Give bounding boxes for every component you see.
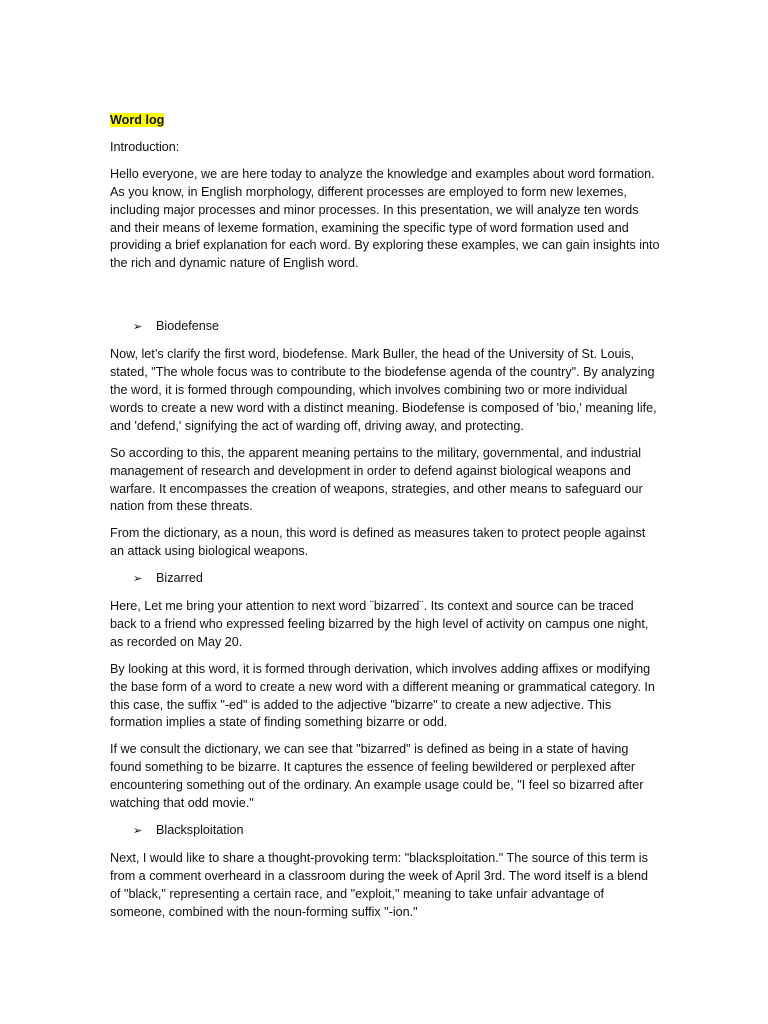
- paragraph: From the dictionary, as a noun, this word is defined as measures taken to protect people against an attack using biological weapons.: [110, 526, 646, 559]
- spacer: [110, 282, 660, 318]
- section-heading-label: Bizarred: [156, 571, 203, 586]
- section-heading-label: Biodefense: [156, 319, 220, 334]
- paragraph: Next, I would like to share a thought-provoking term: "blacksploitation." The source of this term is from a comment overheard in a classroom during the week of April 3rd. The word itself is a blend of "black," representing a certain race, and "exploit," meaning to take unfair advantage of someone, combined with the noun-forming suffix "-ion.": [110, 850, 649, 919]
- arrow-bullet-icon: ➢: [133, 825, 143, 837]
- document-page: [110, 112, 660, 931]
- paragraph: Here, Let me bring your attention to next word ¨bizarred¨. Its context and source can be traced back to a friend who expressed feeling bizarred by the high level of activity on campus one night, as recorded on May 20.: [110, 599, 649, 649]
- paragraph: So according to this, the apparent meaning pertains to the military, governmental, and industrial management of research and development in order to defend against biological weapons and warfare. It encompasses the creation of weapons, strategies, and other means to safeguard our nation from these threats.: [110, 445, 643, 514]
- section-heading-bizarred: [110, 570, 660, 589]
- intro-label: Introduction:: [110, 139, 180, 154]
- section-heading-biodefense: [110, 318, 660, 337]
- document-title: Word log: [110, 113, 165, 127]
- paragraph: By looking at this word, it is formed through derivation, which involves adding affixes or modifying the base form of a word to create a new word with a different meaning or grammatical category. In this case, the suffix "-ed" is added to the adjective "bizarre" to create a new adjective. This formation implies a state of finding something bizarre or odd.: [110, 661, 655, 730]
- arrow-bullet-icon: ➢: [133, 573, 143, 586]
- arrow-bullet-icon: ➢: [133, 321, 143, 334]
- intro-paragraph: Hello everyone, we are here today to analyze the knowledge and examples about word formation. As you know, in English morphology, different processes are employed to form new lexemes, including major processes and minor processes. In this presentation, we will analyze ten words and their means of lexeme formation, examining the specific type of word formation used and providing a brief explanation for each word. By exploring these examples, we can gain insights into the rich and dynamic nature of English word.: [110, 166, 660, 271]
- section-heading-label: Blacksploitation: [156, 823, 244, 837]
- paragraph: If we consult the dictionary, we can see that "bizarred" is defined as being in a state of having found something to be bizarre. It captures the essence of feeling bewildered or perplexed after encountering something out of the ordinary. An example usage could be, "I feel so bizarred after watching that odd movie.": [110, 742, 644, 811]
- section-heading-blacksploitation: [110, 822, 660, 841]
- paragraph: Now, let’s clarify the first word, biodefense. Mark Buller, the head of the University of St. Louis, stated, "The whole focus was to contribute to the biodefense agenda of the country". By analyzing the word, it is formed through compounding, which involves combining two or more individual words to create a new word with a distinct meaning. Biodefense is composed of 'bio,' meaning life, and 'defend,' signifying the act of warding off, driving away, and protecting.: [110, 347, 657, 433]
